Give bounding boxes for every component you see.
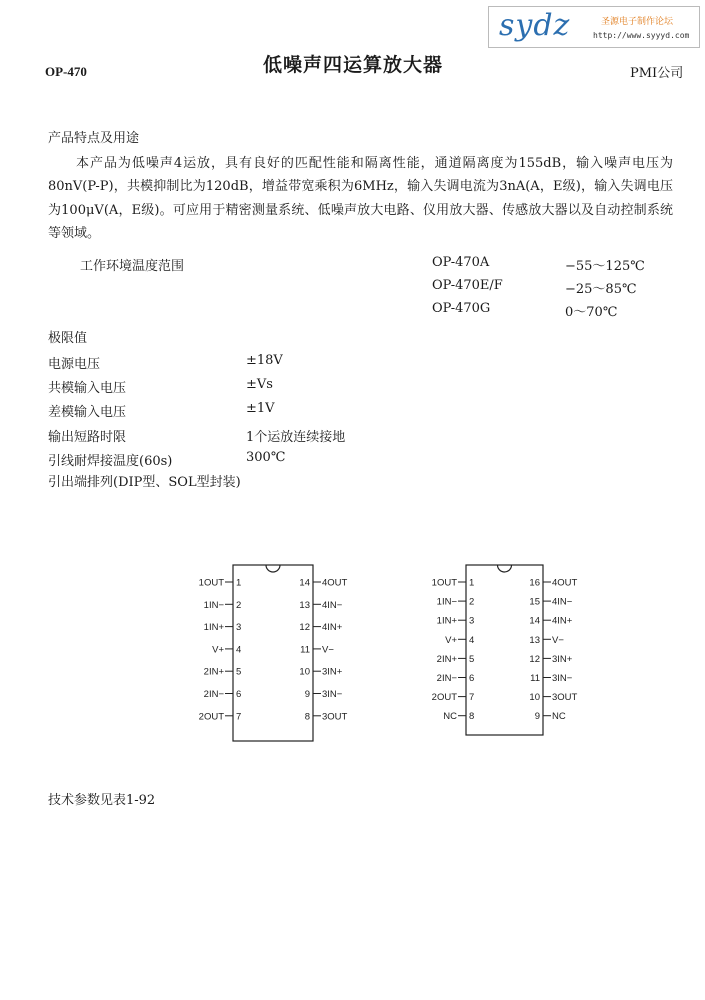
sol16-pin-name: V+: [445, 634, 457, 646]
temp-range-model: OP-470A: [432, 255, 490, 270]
watermark-site-name: 圣源电子制作论坛: [601, 17, 674, 27]
limit-label: 电源电压: [48, 357, 101, 372]
dip14-pin-number: 7: [236, 711, 242, 723]
limit-value: 300℃: [246, 450, 286, 465]
footer-note: 技术参数见表1-92: [48, 793, 156, 808]
sol16-pin-name: 1IN+: [436, 615, 457, 627]
temp-range-label: 工作环境温度范围: [80, 259, 185, 274]
temp-range-model: OP-470G: [432, 301, 491, 316]
dip14-pin-number: 11: [300, 644, 310, 656]
limit-label: 输出短路时限: [48, 430, 127, 445]
dip14-pin-number: 13: [299, 599, 310, 611]
dip14-pin-name: 4IN−: [322, 599, 343, 611]
sol16-pin-name: NC: [552, 711, 566, 723]
sol16-pin-number: 14: [529, 615, 540, 627]
sol16-pin-name: 4IN−: [552, 596, 573, 608]
part-number: OP-470: [45, 64, 87, 79]
dip14-pin-number: 10: [299, 666, 310, 678]
dip14-pin-name: 3OUT: [322, 711, 348, 723]
temp-range-value: −25～85℃: [565, 282, 637, 297]
dip14-pin-name: 2IN−: [203, 689, 224, 700]
dip14-pin-number: 1: [236, 577, 242, 589]
sol16-pin-name: 2OUT: [431, 692, 457, 704]
limits-heading: 极限值: [48, 331, 88, 346]
sol16-pin-number: 6: [469, 673, 475, 684]
dip14-notch: [266, 565, 280, 572]
sol16-package-diagram: [432, 565, 578, 735]
sol16-pin-number: 13: [529, 634, 540, 646]
sol16-pin-number: 4: [469, 634, 475, 646]
limit-value: ±18V: [246, 353, 283, 368]
dip14-pin-name: 2IN+: [203, 666, 224, 678]
limit-label: 引线耐焊接温度(60s): [48, 454, 173, 469]
sol16-pin-name: 1IN−: [436, 596, 457, 608]
dip14-pin-name: 3IN+: [322, 666, 343, 678]
dip14-pin-name: V−: [322, 644, 334, 656]
sol16-pin-number: 12: [529, 653, 540, 665]
dip14-pin-name: V+: [212, 644, 224, 656]
limit-label: 共模输入电压: [48, 381, 127, 396]
sol16-pin-name: 3IN−: [552, 673, 573, 684]
limit-value: ±Vs: [246, 377, 273, 392]
sol16-pin-name: 4IN+: [552, 615, 573, 627]
sol16-pin-number: 15: [529, 596, 540, 608]
sol16-pin-number: 9: [534, 711, 540, 723]
sol16-pin-number: 8: [469, 711, 475, 723]
watermark-url: http://www.syyyd.com: [593, 31, 690, 40]
dip14-pin-number: 9: [304, 689, 310, 700]
dip14-pin-number: 6: [236, 689, 242, 700]
manufacturer: PMI公司: [630, 66, 684, 81]
dip14-pin-name: 4IN+: [322, 622, 343, 634]
dip14-pin-name: 3IN−: [322, 689, 343, 700]
watermark-logo: sydz: [499, 8, 571, 43]
limit-label: 差模输入电压: [48, 405, 127, 420]
dip14-pin-number: 4: [236, 644, 242, 656]
features-paragraph: 本产品为低噪声4运放，具有良好的匹配性能和隔离性能，通道隔离度为155dB，输入噪声电压为80nV(P-P)，共模抑制比为120dB，增益带宽乘积为6MHz，输入失调电流为3nA(A，E级)，输入失调电压为100μV(A，E级)。可应用于精密测量系统、低噪声放大电路、仪用放大器、传感放大器以及自动控制系统等领域。: [48, 156, 673, 241]
page-title: 低噪声四运算放大器: [263, 54, 444, 76]
sol16-pin-name: 2IN+: [436, 653, 457, 665]
sol16-pin-name: 4OUT: [552, 577, 578, 589]
dip14-pin-number: 8: [304, 711, 310, 723]
dip14-pin-number: 3: [236, 622, 242, 634]
temp-range-value: −55～125℃: [565, 259, 645, 274]
temp-range-model: OP-470E/F: [432, 278, 503, 293]
sol16-pin-number: 16: [529, 577, 540, 589]
sol16-pin-number: 3: [469, 615, 475, 627]
temp-range-value: 0～70℃: [565, 305, 618, 320]
sol16-body: [466, 565, 543, 735]
sol16-pin-name: 2IN−: [436, 673, 457, 684]
limit-value: ±1V: [246, 401, 275, 416]
sol16-pin-number: 11: [530, 673, 540, 684]
sol16-pin-number: 1: [469, 577, 475, 589]
pinout-heading: 引出端排列(DIP型、SOL型封装): [48, 475, 241, 490]
dip14-pin-name: 1OUT: [198, 577, 224, 589]
limit-value: 1个运放连续接地: [246, 430, 346, 445]
dip14-pin-number: 14: [299, 577, 310, 589]
sol16-pin-name: NC: [443, 711, 457, 723]
dip14-pin-number: 5: [236, 666, 242, 678]
sol16-pin-number: 10: [529, 692, 540, 704]
sol16-notch: [498, 565, 512, 572]
dip14-pin-name: 4OUT: [322, 577, 348, 589]
sol16-pin-number: 2: [469, 596, 475, 608]
dip14-pin-name: 1IN−: [203, 599, 224, 611]
sol16-pin-number: 7: [469, 692, 475, 704]
dip14-pin-name: 1IN+: [203, 622, 224, 634]
sol16-pin-name: 3IN+: [552, 653, 573, 665]
dip14-pin-name: 2OUT: [198, 711, 224, 723]
sol16-pin-name: V−: [552, 634, 564, 646]
sol16-pin-name: 1OUT: [431, 577, 457, 589]
sol16-pin-number: 5: [469, 653, 475, 665]
features-heading: 产品特点及用途: [48, 131, 140, 146]
dip14-pin-number: 2: [236, 599, 242, 611]
sol16-pin-name: 3OUT: [552, 692, 578, 704]
dip14-package-diagram: [199, 565, 348, 741]
dip14-pin-number: 12: [299, 622, 310, 634]
